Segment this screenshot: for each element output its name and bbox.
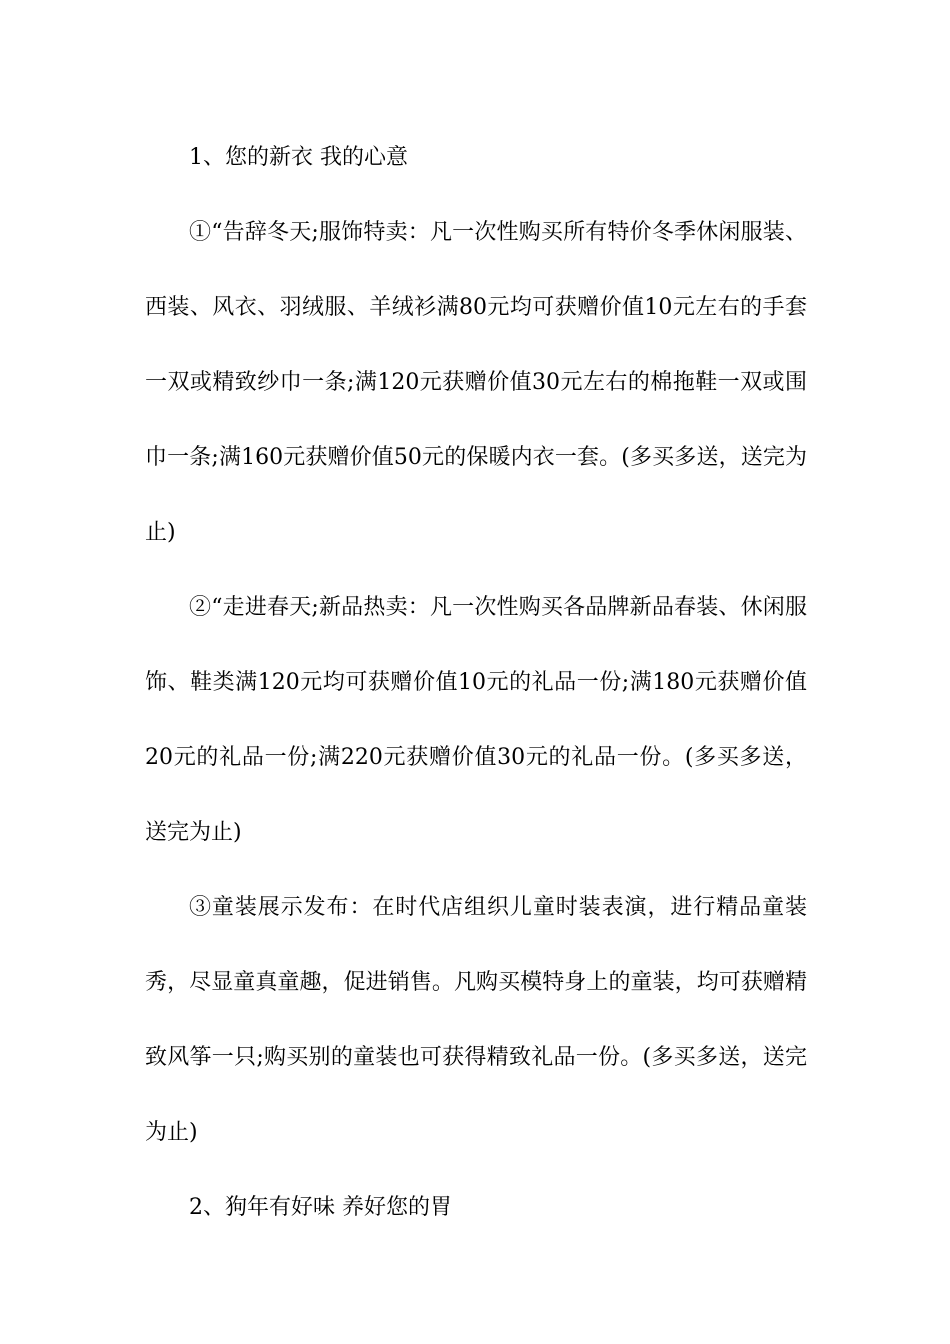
paragraph-spring-sale: ②“走进春天;新品热卖：凡一次性购买各品牌新品春装、休闲服饰、鞋类满120元均可获赠价值10元的礼品一份;满180元获赠价值20元的礼品一份;满220元获赠价值30元的礼品一份。(多买多送，送完为止) (145, 595, 807, 845)
document-body (145, 120, 807, 1245)
paragraph-kids-show: ③童装展示发布：在时代店组织儿童时装表演，进行精品童装秀，尽显童真童趣，促进销售。凡购买模特身上的童装，均可获赠精致风筝一只;购买别的童装也可获得精致礼品一份。(多买多送，送完为止) (145, 895, 807, 1145)
section-heading-2: 2、狗年有好味 养好您的胃 (189, 1195, 452, 1220)
paragraph-winter-sale: ①“告辞冬天;服饰特卖：凡一次性购买所有特价冬季休闲服装、西装、风衣、羽绒服、羊绒衫满80元均可获赠价值10元左右的手套一双或精致纱巾一条;满120元获赠价值30元左右的棉拖鞋一双或围巾一条;满160元获赠价值50元的保暖内衣一套。(多买多送，送完为止) (145, 220, 807, 545)
section-heading-1: 1、您的新衣 我的心意 (189, 145, 408, 170)
